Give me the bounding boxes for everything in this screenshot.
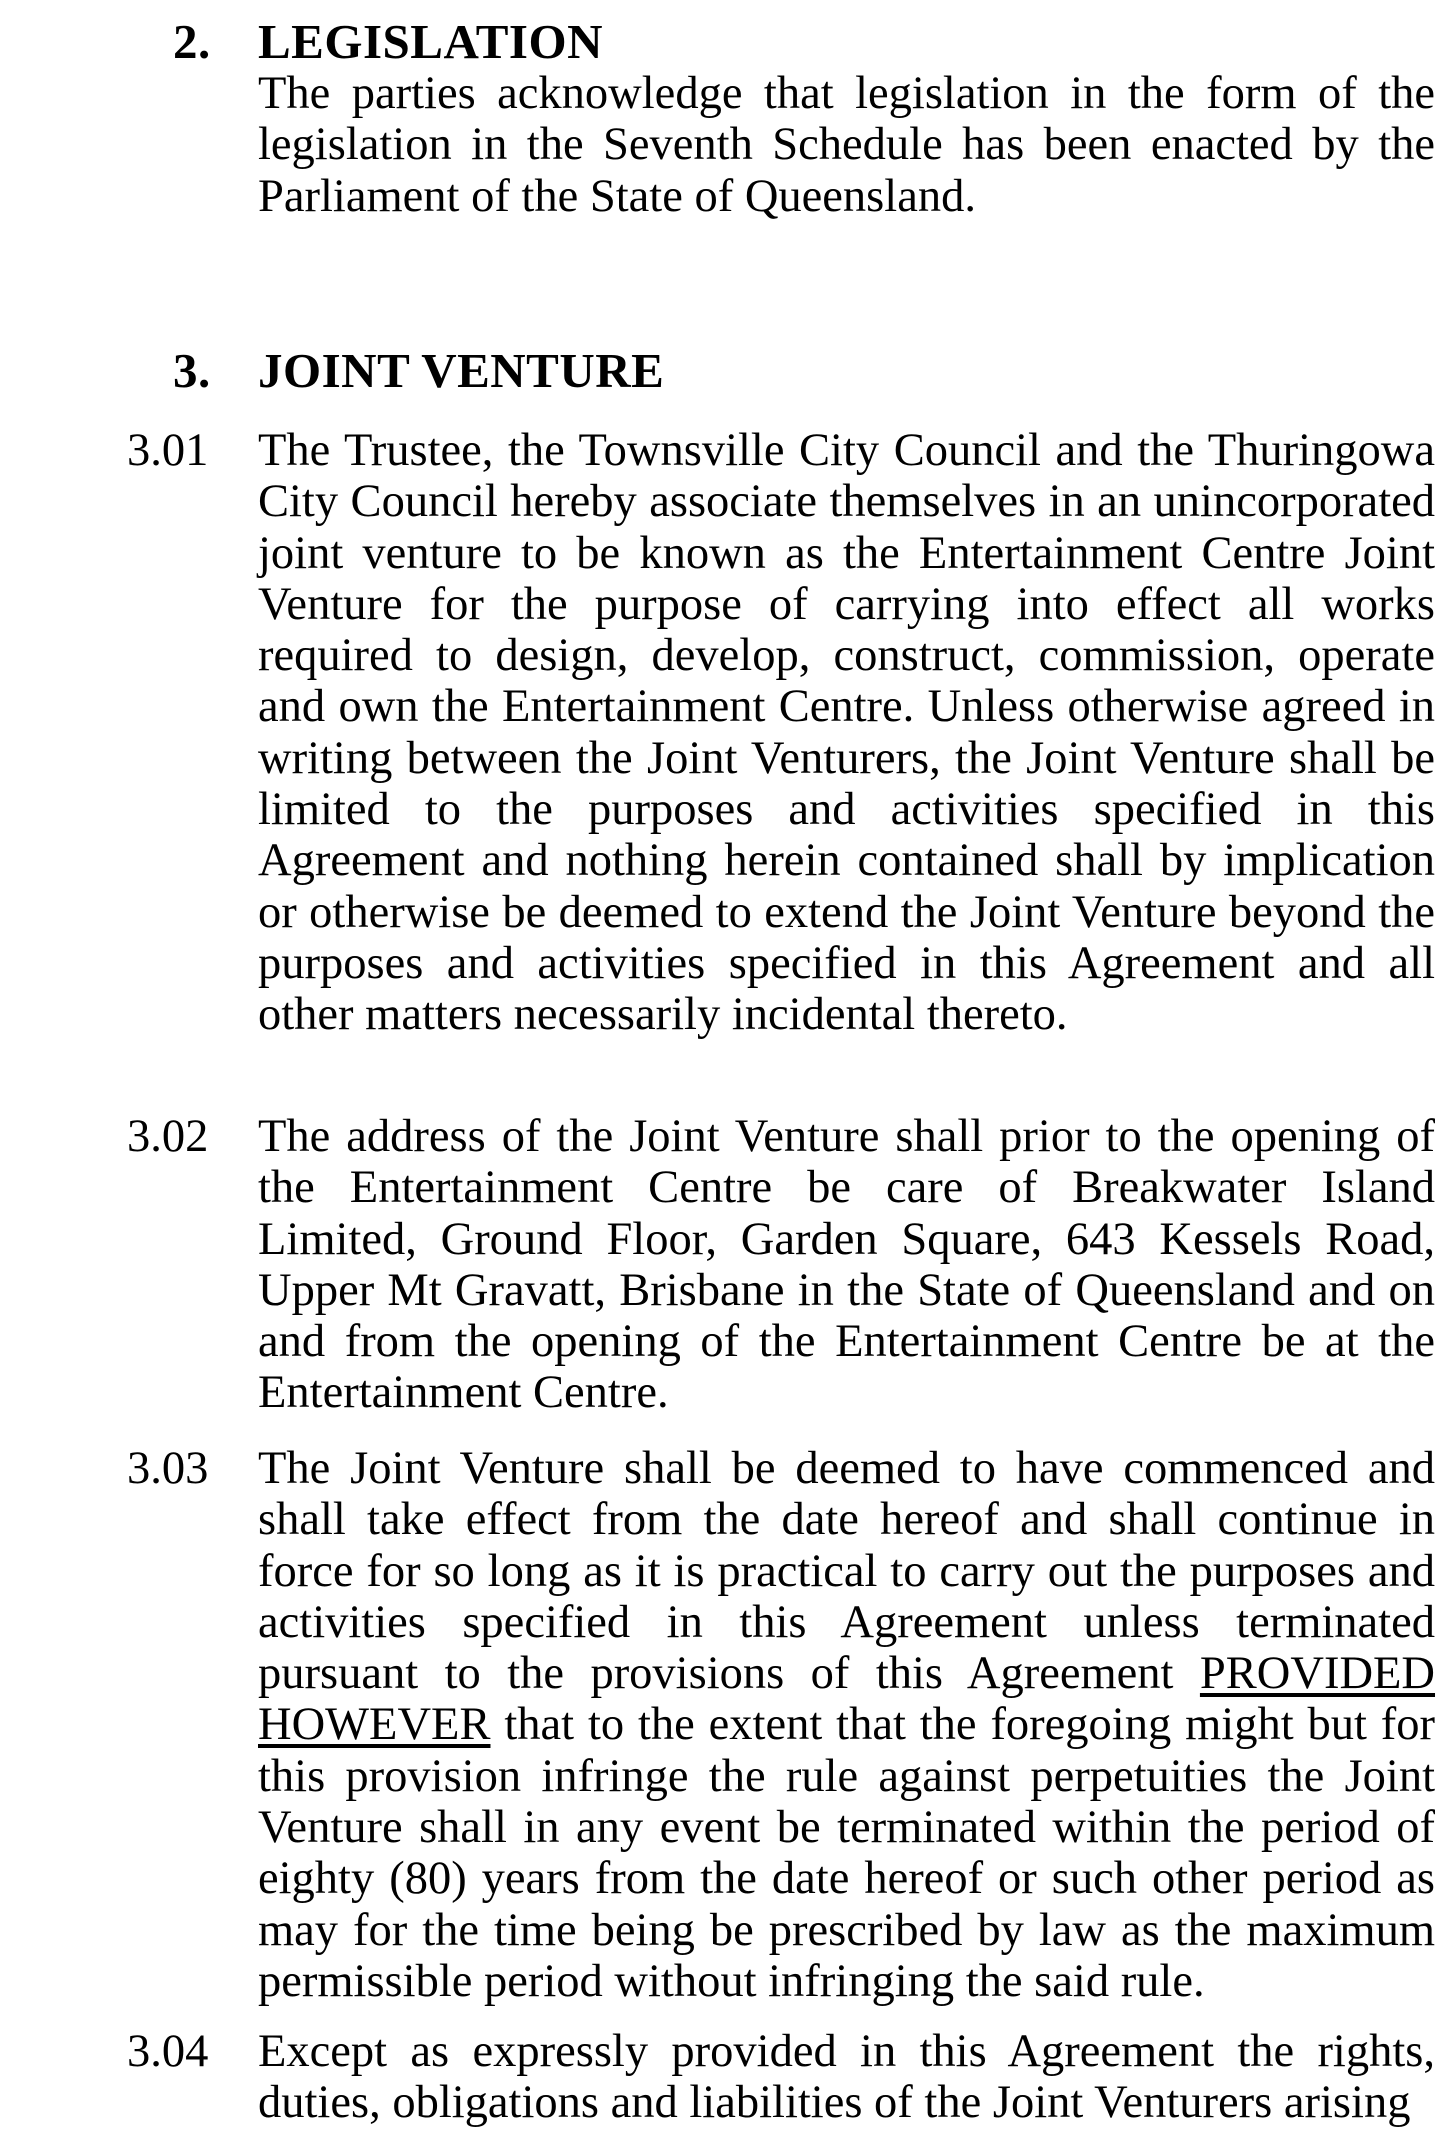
section-title: JOINT VENTURE: [258, 343, 665, 398]
clause-text-after: that to the extent that the foregoing might but for this provision infringe the rule against perpetuities the Joint Venture shall in any event be terminated within the period of eighty (80) years from the date hereof or such other period as may for the time being be prescribed by law as the maximum permissible period without infringing the said rule.: [258, 1699, 1435, 2007]
clause-emphasis-provided-however: PROVIDED HOWEVER: [258, 1648, 1436, 1751]
section-body-legislation: The parties acknowledge that legislation in the form of the legislation in the Seventh Schedule has been enacted by the Parliament of the State of Queensland.: [258, 68, 1435, 222]
clause-text: The address of the Joint Venture shall prior to the opening of the Entertainment Centre be care of Breakwater Island Limited, Ground Floor, Garden Square, 643 Kessels Road, Upper Mt Gravatt, Brisbane in the State of Queensland and on and from the opening of the Entertainment Centre be at the Entertainment Centre.: [258, 1111, 1435, 1419]
clause-number: 3.03: [127, 1443, 209, 1494]
clause-number: 3.02: [127, 1111, 209, 1162]
clause-text: The Trustee, the Townsville City Council and the Thuringowa City Council hereby associate themselves in an unincorporated joint venture to be known as the Entertainment Centre Joint Venture for the purpose of carrying into effect all works required to design, develop, construct, commission, operate and own the Entertainment Centre. Unless otherwise agreed in writing between the Joint Venturers, the Joint Venture shall be limited to the purposes and activities specified in this Agreement and nothing herein contained shall by implication or otherwise be deemed to extend the Joint Venture beyond the purposes and activities specified in this Agreement and all other matters necessarily incidental thereto.: [258, 425, 1435, 1041]
section-number: 3.: [173, 343, 211, 398]
clause-text: Except as expressly provided in this Agreement the rights, duties, obligations and liabilities of the Joint Venturers arising: [258, 2026, 1435, 2129]
clause-number: 3.01: [127, 425, 209, 476]
section-title: LEGISLATION: [258, 14, 603, 69]
clause-number: 3.04: [127, 2026, 209, 2077]
section-number: 2.: [173, 14, 211, 69]
clause-text-before: The Joint Venture shall be deemed to have commenced and shall take effect from the date hereof and shall continue in force for so long as it is practical to carry out the purposes and activities specified in this Agreement unless terminated pursuant to the provisions of this Agreement: [258, 1443, 1435, 1700]
clause-text: [258, 1443, 1435, 2007]
